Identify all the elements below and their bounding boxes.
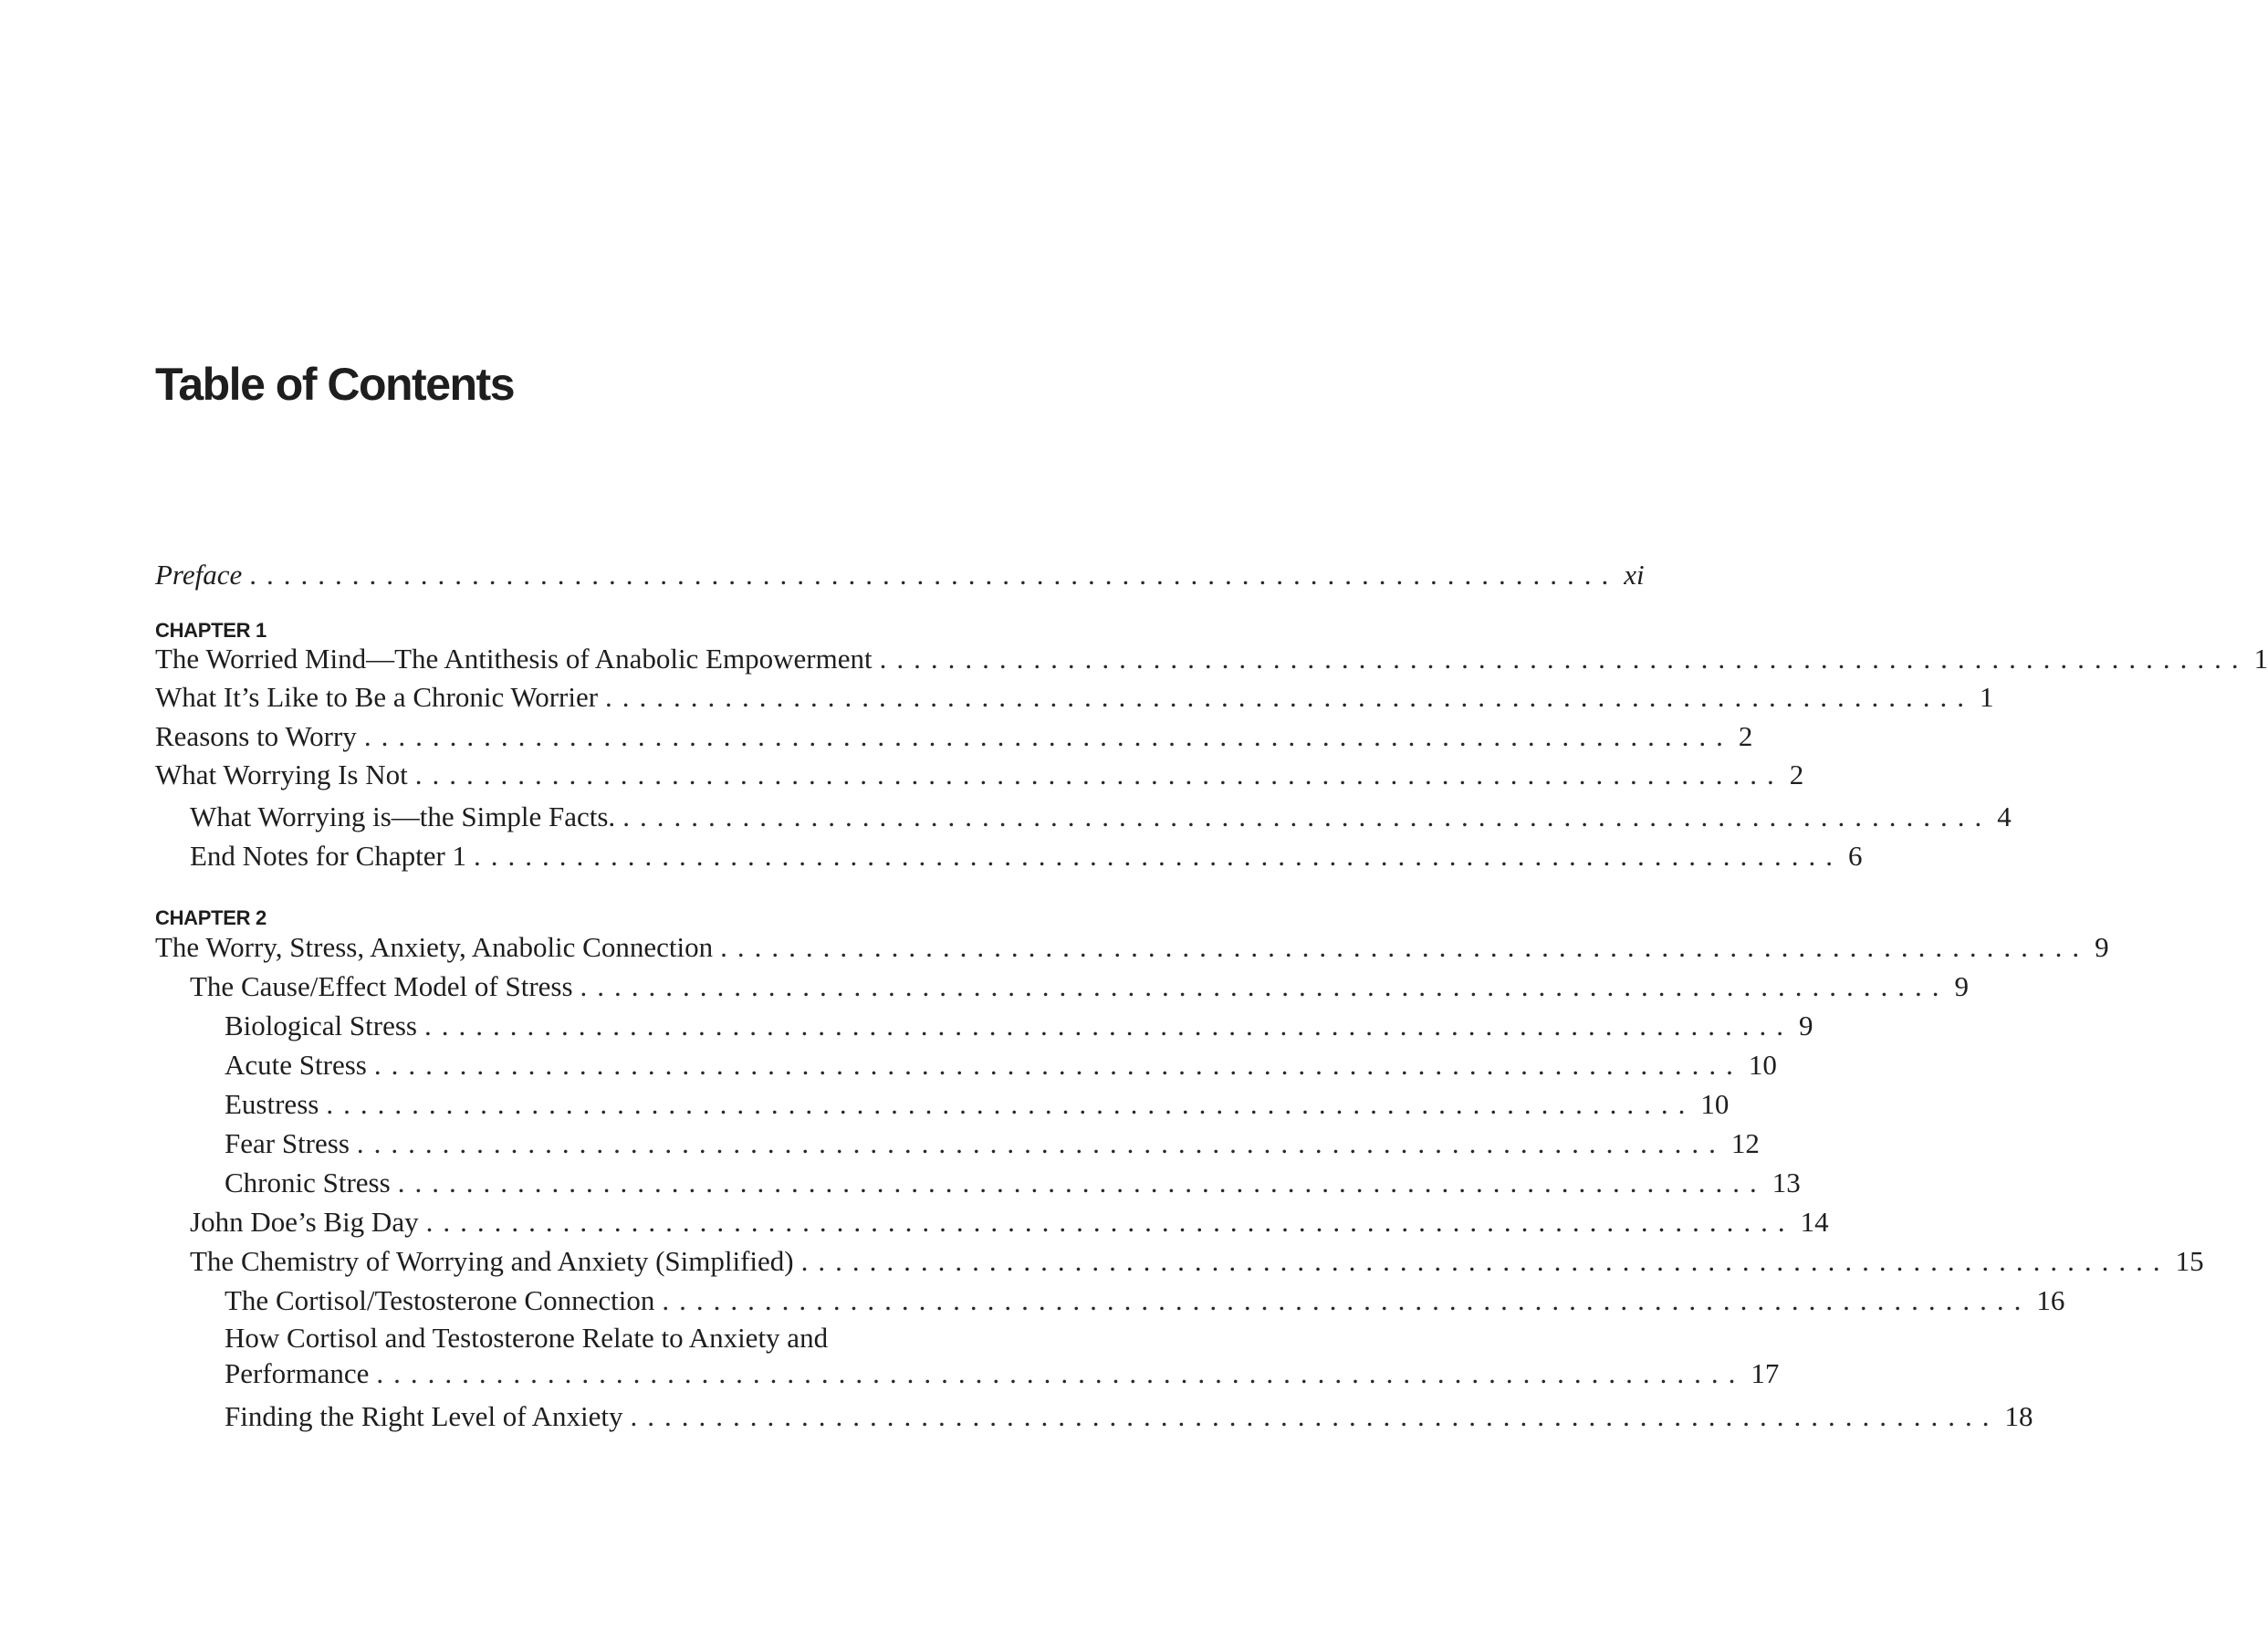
chapter-heading: CHAPTER 2 [155, 906, 267, 929]
toc-page-number: 14 [1800, 1206, 1829, 1238]
toc-entry [155, 759, 1804, 791]
toc-entry-label: Fear Stress [225, 1127, 350, 1159]
toc-entry [155, 720, 1753, 753]
toc-page-number: 18 [2004, 1400, 2033, 1432]
dot-leader: ................................................................................ [474, 840, 1844, 872]
toc-entry-label: The Worry, Stress, Anxiety, Anabolic Connection [155, 931, 714, 963]
toc-entry-label: How Cortisol and Testosterone Relate to Anxiety and [225, 1322, 829, 1354]
toc-entry [190, 840, 1863, 873]
toc-entry [225, 1357, 1780, 1390]
dot-leader: ................................................................................ [356, 1127, 1726, 1159]
toc-page-number: 4 [1997, 801, 2012, 832]
dot-leader: ................................................................................ [414, 759, 1784, 790]
toc-entry-label: The Cortisol/Testosterone Connection [225, 1284, 655, 1316]
dot-leader: ................................................................................ [580, 970, 1949, 1002]
toc-entry-label: What Worrying is—the Simple Facts. [190, 801, 616, 832]
toc-page-number: 1 [1980, 681, 1994, 713]
toc-entry [225, 1010, 1813, 1042]
dot-leader: ................................................................................ [720, 931, 2090, 963]
toc-entry [190, 970, 1970, 1003]
dot-leader: ................................................................................ [662, 1284, 2032, 1316]
dot-leader: ................................................................................ [425, 1206, 1795, 1238]
dot-leader: ................................................................................ [326, 1088, 1696, 1120]
toc-page-number: 10 [1748, 1049, 1777, 1081]
toc-entry-label: Eustress [225, 1088, 319, 1120]
toc-entry-preface [155, 559, 1645, 591]
toc-entry-label: What It’s Like to Be a Chronic Worrier [155, 681, 599, 713]
toc-entry-label: The Chemistry of Worrying and Anxiety (Simplified) [190, 1245, 794, 1277]
dot-leader: ................................................................................ [622, 801, 1992, 832]
toc-entry [225, 1400, 2033, 1433]
toc-page-number: 17 [1751, 1357, 1780, 1389]
dot-leader: ................................................................................ [397, 1167, 1767, 1198]
toc-entry-label: Chronic Stress [225, 1167, 391, 1198]
toc-entry-label: What Worrying Is Not [155, 759, 408, 790]
dot-leader: ................................................................................ [879, 643, 2249, 675]
toc-entry-label-continued: Performance [225, 1357, 370, 1389]
dot-leader: ................................................................................ [249, 559, 1619, 591]
toc-page-number: 9 [1798, 1010, 1813, 1041]
toc-page-number: 16 [2036, 1284, 2065, 1316]
toc-page-number: 9 [1954, 970, 1970, 1002]
toc-entry-label: End Notes for Chapter 1 [190, 840, 467, 872]
toc-page-number: 9 [2095, 931, 2109, 963]
toc-entry-label: The Cause/Effect Model of Stress [190, 970, 573, 1002]
toc-entry [190, 1206, 1829, 1239]
toc-page-number: 1 [2253, 643, 2268, 675]
toc-entry [190, 801, 2012, 833]
toc-entry [155, 681, 1994, 714]
page-title: Table of Contents [155, 359, 515, 410]
toc-entry-label: Preface [155, 559, 243, 591]
toc-entry [225, 1127, 1760, 1160]
toc-page-number: 10 [1700, 1088, 1730, 1120]
toc-page-number: 6 [1848, 840, 1863, 872]
dot-leader: ................................................................................ [363, 720, 1733, 752]
toc-entry-label: The Worried Mind—The Antithesis of Anabolic Empowerment [155, 643, 873, 675]
toc-page-number: 13 [1772, 1167, 1801, 1198]
toc-entry [155, 643, 2268, 675]
dot-leader: ................................................................................ [630, 1400, 2000, 1432]
toc-page-number: xi [1624, 559, 1645, 591]
dot-leader: ................................................................................ [800, 1245, 2170, 1277]
toc-page-number: 2 [1789, 759, 1804, 790]
toc-entry [225, 1049, 1777, 1082]
toc-entry-label: Finding the Right Level of Anxiety [225, 1400, 623, 1432]
toc-page-number: 15 [2175, 1245, 2204, 1277]
toc-entry-label: John Doe’s Big Day [190, 1206, 419, 1238]
toc-page-number: 2 [1738, 720, 1753, 752]
toc-entry-label: Biological Stress [225, 1010, 417, 1041]
dot-leader: ................................................................................ [376, 1357, 1746, 1389]
chapter-heading: CHAPTER 1 [155, 619, 267, 642]
dot-leader: ................................................................................ [423, 1010, 1793, 1041]
toc-entry [225, 1167, 1801, 1199]
toc-entry [155, 931, 2109, 964]
toc-page-number: 12 [1730, 1127, 1760, 1159]
dot-leader: ................................................................................ [373, 1049, 1743, 1081]
toc-entry [225, 1284, 2065, 1317]
toc-entry-label: Acute Stress [225, 1049, 367, 1081]
toc-entry [225, 1088, 1730, 1121]
toc-entry-label: Reasons to Worry [155, 720, 357, 752]
dot-leader: ................................................................................ [605, 681, 1975, 713]
toc-entry [190, 1245, 2204, 1278]
